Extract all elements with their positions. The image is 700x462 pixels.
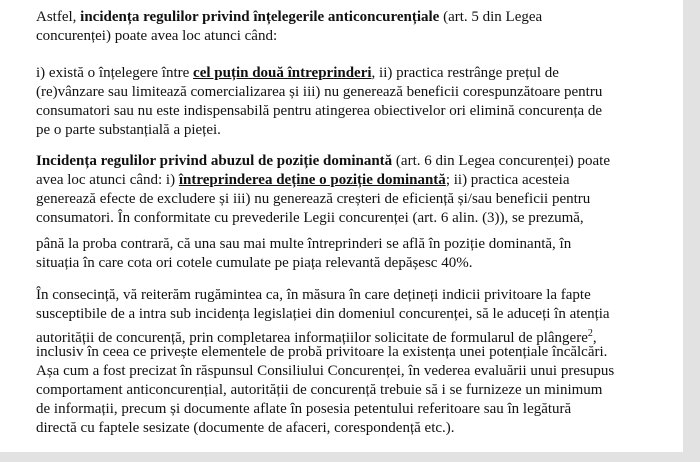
p1-line-2: concurenței) poate avea loc atunci când: bbox=[36, 28, 278, 44]
p3-line-3: generează efecte de excludere și iii) nu generează creșteri de eficiență și/sau beneficii pentru bbox=[36, 191, 591, 207]
p4-line-6: comportament anticoncurențial, autorității de concurență trebuie să i se furnizeze un minimum bbox=[36, 382, 603, 398]
p3-line-1 bbox=[36, 152, 610, 171]
p3-bold-phrase: Incidența regulilor privind abuzul de poziție dominantă bbox=[36, 153, 393, 169]
p2-line-3: consumatori sau nu este indispensabilă pentru atingerea obiectivelor ori elimină concurența de bbox=[36, 103, 603, 119]
p1-bold-phrase: incidența regulilor privind înțelegerile anticoncurențiale bbox=[80, 9, 440, 25]
p4-text: autorității de concurență, prin completarea informațiilor solicitate de formularul de plângere bbox=[36, 330, 588, 346]
p4-line-1: În consecință, vă reiterăm rugămintea ca, în măsura în care dețineți indicii privitoare la fapte bbox=[36, 287, 591, 303]
p2-text: i) există o înțelegere între bbox=[36, 65, 194, 81]
p2-line-4: pe o parte substanțială a pieței. bbox=[36, 122, 221, 138]
p2-text: , ii) practica restrânge prețul de bbox=[371, 65, 559, 81]
p3-text: ; ii) practica acesteia bbox=[445, 172, 570, 188]
p3-line-6: situația în care cota ori cotele cumulate pe piața relevantă depășesc 40%. bbox=[36, 255, 473, 271]
p1-line-1 bbox=[36, 8, 542, 27]
p4-line-8: directă cu faptele sesizate (documente de afaceri, corespondență etc.). bbox=[36, 420, 455, 436]
scan-margin-right bbox=[683, 0, 700, 462]
p4-line-7: de informații, precum și documente aflate în posesia petentului referitoare sau în legătură bbox=[36, 401, 572, 417]
p3-line-5: până la proba contrară, că una sau mai multe întreprinderi se află în poziție dominantă, în bbox=[36, 236, 572, 252]
p3-text: avea loc atunci când: i) bbox=[36, 172, 179, 188]
p4-line-4: inclusiv în ceea ce privește elementele de probă privitoare la existența unei potențiale încălcări. bbox=[36, 344, 608, 360]
scan-margin-bottom bbox=[0, 452, 700, 462]
footnote-marker: 2 bbox=[587, 328, 593, 339]
p4-line-2: susceptibile de a intra sub incidența legislației din domeniul concurenței, să le aduceți în atenția bbox=[36, 306, 610, 322]
p3-line-4: consumatori. În conformitate cu prevederile Legii concurenței (art. 6 alin. (3)), se prezumă, bbox=[36, 210, 584, 226]
p2-line-1 bbox=[36, 64, 559, 83]
p4-line-5: Așa cum a fost precizat în răspunsul Consiliului Concurenței, în vederea evaluării unui presupus bbox=[36, 363, 615, 379]
p3-text: (art. 6 din Legea concurenței) poate bbox=[392, 153, 610, 169]
p3-underlined-phrase: întreprinderea deține o poziție dominantă bbox=[178, 172, 446, 188]
p4-text: , bbox=[592, 330, 597, 346]
p1-text: Astfel, bbox=[36, 9, 81, 25]
p2-underlined-phrase: cel puțin două întreprinderi bbox=[193, 65, 372, 81]
p3-line-2 bbox=[36, 171, 569, 190]
p2-line-2: (re)vânzare sau limitează comercializarea și iii) nu generează beneficii corespunzătoare pentru bbox=[36, 84, 603, 100]
p1-text: (art. 5 din Legea bbox=[439, 9, 543, 25]
